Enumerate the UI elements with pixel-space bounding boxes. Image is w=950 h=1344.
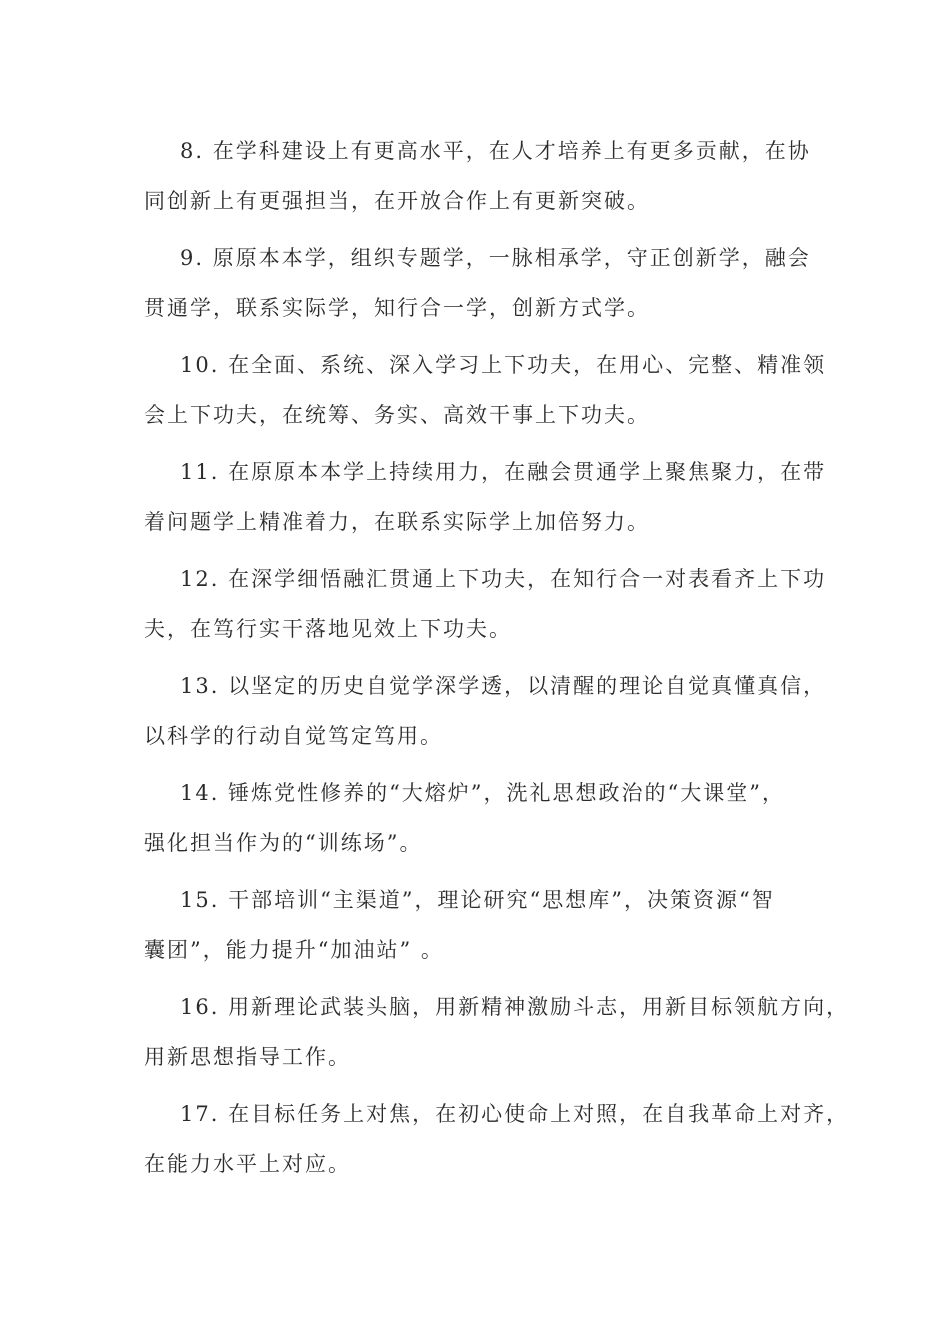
item-line-2: 以科学的行动自觉笃定笃用。 — [144, 724, 443, 748]
item-line-2: 同创新上有更强担当，在开放合作上有更新突破。 — [144, 189, 650, 213]
item-line-2: 夫，在笃行实干落地见效上下功夫。 — [144, 617, 512, 641]
item-line-1: 10. 在全面、系统、深入学习上下功夫，在用心、完整、精准领 — [180, 353, 827, 377]
item-line-1: 12. 在深学细悟融汇贯通上下功夫，在知行合一对表看齐上下功 — [180, 567, 827, 591]
item-line-1: 13. 以坚定的历史自觉学深学透，以清醒的理论自觉真懂真信， — [180, 674, 827, 698]
item-line-1: 16. 用新理论武装头脑，用新精神激励斗志，用新目标领航方向， — [180, 995, 850, 1019]
item-line-1: 8. 在学科建设上有更高水平，在人才培养上有更多贡献，在协 — [180, 139, 811, 163]
item-line-1: 11. 在原原本本学上持续用力，在融会贯通学上聚焦聚力，在带 — [180, 460, 827, 484]
item-line-1: 15. 干部培训“主渠道”，理论研究“思想库”，决策资源“智 — [180, 888, 775, 912]
item-line-2: 在能力水平上对应。 — [144, 1152, 351, 1176]
item-line-1: 17. 在目标任务上对焦，在初心使命上对照，在自我革命上对齐， — [180, 1102, 850, 1126]
item-line-1: 14. 锤炼党性修养的“大熔炉”，洗礼思想政治的“大课堂”， — [180, 781, 786, 805]
item-line-1: 9. 原原本本学，组织专题学，一脉相承学，守正创新学，融会 — [180, 246, 811, 270]
item-line-2: 着问题学上精准着力，在联系实际学上加倍努力。 — [144, 510, 650, 534]
item-line-2: 用新思想指导工作。 — [144, 1045, 351, 1069]
item-line-2: 囊团”，能力提升“加油站” 。 — [144, 938, 444, 962]
item-line-2: 强化担当作为的“训练场”。 — [144, 831, 423, 855]
item-line-2: 会上下功夫，在统筹、务实、高效干事上下功夫。 — [144, 403, 650, 427]
item-line-2: 贯通学，联系实际学，知行合一学，创新方式学。 — [144, 296, 650, 320]
